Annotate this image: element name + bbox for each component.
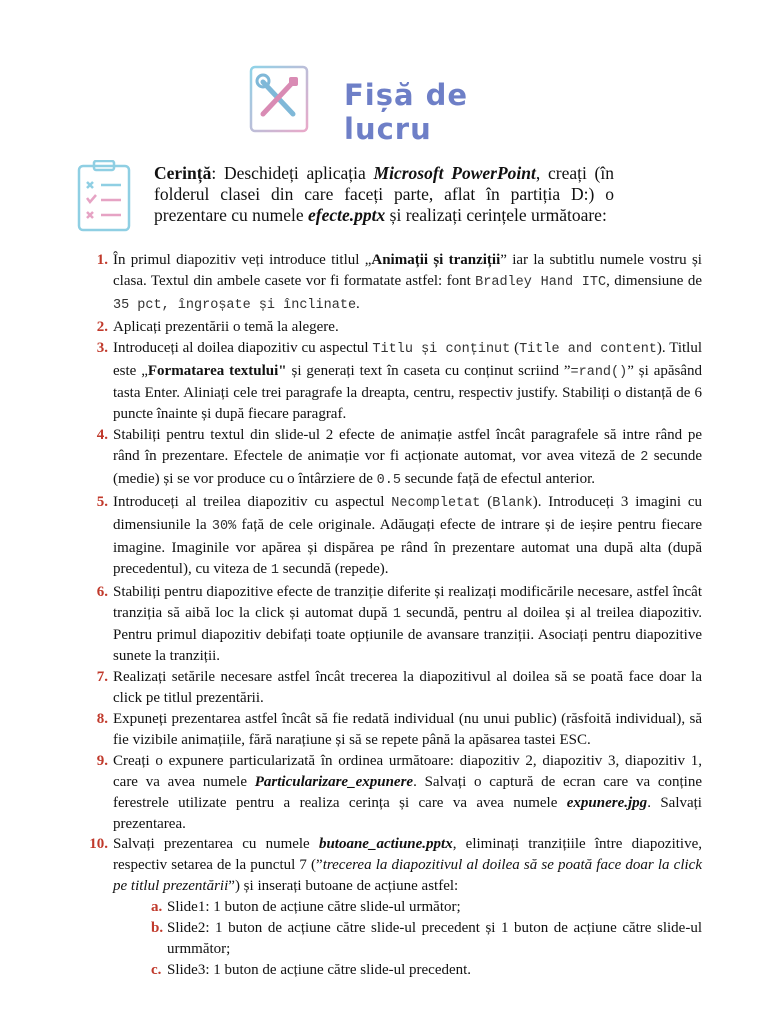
tools-icon xyxy=(248,64,310,134)
item-number: 8. xyxy=(96,711,108,728)
item-number: 1. xyxy=(96,252,108,268)
intro-text: : Deschideți aplicația xyxy=(211,163,374,183)
app-name: Microsoft PowerPoint xyxy=(373,163,536,183)
sub-list-item: c. Slide3: 1 buton de acțiune către slide-ul precedent. xyxy=(151,961,472,978)
list-item: 5. Introduceți al treilea diapozitiv cu aspectul Necompletat (Blank). Introduceți 3 imagini cu dimensiunile la 30% față de cele originale. Adăugați efecte de intrare și de ieșire pentru fiecare imagine. Imaginile vor apărea și dispărea pe rând în prezentare automat una după alta (după precedentul), cu viteza de 1 secundă (repede). xyxy=(80,492,702,582)
sub-list-item: a. Slide1: 1 buton de acțiune către slide-ul următor; xyxy=(151,899,461,916)
list-item: 10. Salvați prezentarea cu numele butoane_actiune.pptx, eliminați tranzițiile între diapozitive, respectiv setarea de la punctul 7 (”trecerea la diapozitivul al doilea să se poată face doar la click pe titlul prezentării”) și inserați butoane de acțiune astfel: a. Slide1: 1 buton de acțiune către slide-ul următor; b. Slide2: 1 buton de acțiune către slide-ul precedent și 1 buton de acțiune către slide-ul urmmător; c. Slide3: 1 buton de acțiune către slide-ul precedent. xyxy=(80,834,702,980)
sub-list xyxy=(113,897,702,981)
list-item: 9. Creați o expunere particularizată în ordinea următoare: diapozitiv 2, diapozitiv 3, diapozitiv 1, care va avea numele Particularizare_expunere. Salvați o captură de ecran care va conține ferestrele utilizate pentru a realiza cerința și care va avea numele expunere.jpg. Salvați prezentarea. xyxy=(80,751,702,835)
item-number: 4. xyxy=(96,427,108,444)
task-statement xyxy=(154,163,614,226)
sub-list-item: b. Slide2: 1 buton de acțiune către slide-ul precedent și 1 buton de acțiune către slide-ul urmmător; xyxy=(151,920,702,957)
list-item: 3. Introduceți al doilea diapozitiv cu aspectul Titlu și conținut (Title and content). Titlul este „Formatarea textului" și generați text în caseta cu conținut scriind ”=rand()” și apăsând tasta Enter. Aliniați cele trei paragrafe la dreapta, centru, respectiv justify. Stabiliți o distanță de 6 puncte înainte și după fiecare paragraf. xyxy=(80,338,702,426)
list-item: 2. Aplicați prezentării o temă la alegere. xyxy=(80,317,702,338)
item-number: 10. xyxy=(89,836,108,853)
worksheet-header xyxy=(248,64,548,146)
list-item: 6. Stabiliți pentru diapozitive efecte de tranziție diferite și realizați modificările necesare, astfel încât tranziția să aibă loc la click și automat după 1 secundă, pentru al doilea și al treilea diapozitiv. Pentru primul diapozitiv debifați toate opțiunile de avansare tranziții. Asociați pentru diapozitive sunete la tranziții. xyxy=(80,582,702,668)
item-number: 7. xyxy=(96,669,108,686)
list-item: 8. Expuneți prezentarea astfel încât să fie redată individual (nu unui public) (răsfoită individual), să fie vizibile animațiile, fără narațiune și să se repete până la apăsarea tastei ESC. xyxy=(80,709,702,751)
task-list xyxy=(80,250,702,981)
list-item: 7. Realizați setările necesare astfel încât trecerea la diapozitivul al doilea să se poată face doar la click pe titlul prezentării. xyxy=(80,667,702,709)
file-name: efecte.pptx xyxy=(308,205,386,225)
item-number: 3. xyxy=(96,339,108,356)
intro-text: și realizați cerințele următoare: xyxy=(385,205,607,225)
checklist-icon xyxy=(77,160,131,232)
item-number: 5. xyxy=(96,493,108,510)
page-title: Fișă de lucru xyxy=(344,78,469,146)
item-number: 2. xyxy=(96,318,108,335)
list-item: 4. Stabiliți pentru textul din slide-ul 2 efecte de animație astfel încât paragrafele să intre rând pe rând în prezentare. Efectele de animație vor fi acționate automat, vor avea viteză de 2 secunde (medie) și se vor produce cu o întârziere de 0.5 secunde față de efectul anterior. xyxy=(80,425,702,492)
list-item: 1. În primul diapozitiv veți introduce titlul „Animații și tranziții” iar la subtitlu numele vostru și clasa. Textul din ambele casete vor fi formatate astfel: font Bradley Hand ITC, dimensiune de 35 pct, îngroșate și înclinate. xyxy=(80,250,702,317)
task-label: Cerință xyxy=(154,163,212,183)
item-number: 9. xyxy=(96,752,108,769)
intro-text: , creați (în folderul clasei din care faceți parte, aflat în partiția D:) o prezentare cu numele xyxy=(154,163,614,225)
item-number: 6. xyxy=(96,583,108,600)
